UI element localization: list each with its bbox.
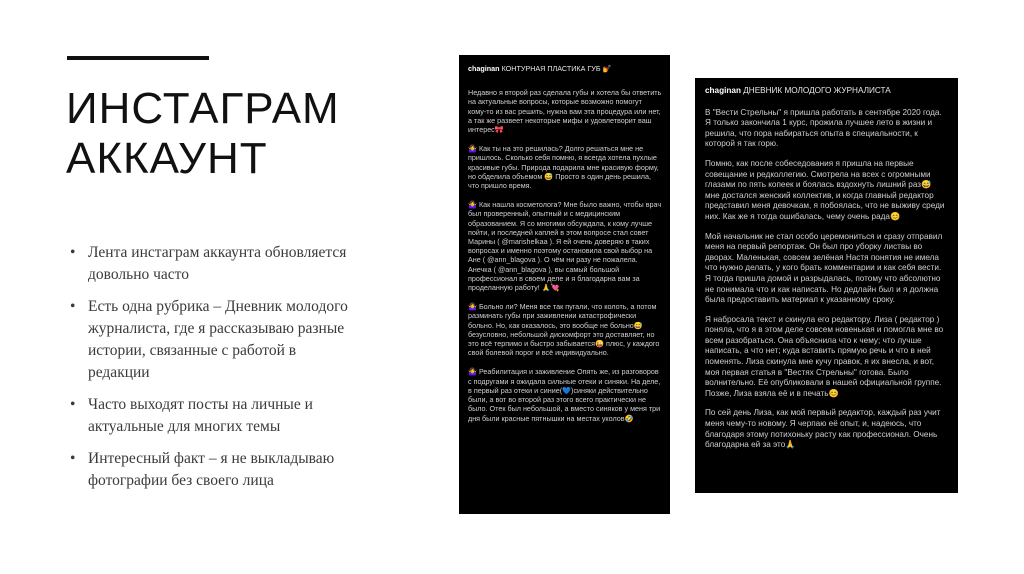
post-paragraph: По сей день Лиза, как мой первый редактор, каждый раз учит меня чему-то новому. Я черпаю её опыт, и, надеюсь, что благодаря этому потихоньку расту как профессионал. Очень благодарна ей за это🙏 <box>705 408 941 450</box>
post-paragraph: Недавно я второй раз сделала губы и хотела бы ответить на актуальные вопросы, которые возможно помогут кому-то из вас решить, нужна вам эта процедура или нет, а так же развеет некоторые мифы и удовлетворит ваш интерес🎀 <box>468 88 662 135</box>
bullet-item: • Интересный факт – я не выкладываю фотографии без своего лица <box>70 448 355 492</box>
post-heading: ДНЕВНИК МОЛОДОГО ЖУРНАЛИСТА <box>743 86 891 95</box>
bullet-list <box>70 242 355 502</box>
post-paragraph: Мой начальник не стал особо церемониться и сразу отправил меня на первый репортаж. Он был про уборку листвы во дворах. Маленькая, совсем зелёная Настя понятия не имела что нужно делать, у кого брать комментарии и как себя вести. Я тогда пришла домой и разрыдалась, потому что абсолютно не понимала что и как написать. Но дедлайн был и я должна была предоставить материал к указанному сроку. <box>705 231 943 305</box>
post-username: chaginan <box>468 64 500 73</box>
slide-title <box>66 84 366 184</box>
instagram-post-screenshot-journalist-diary <box>695 78 958 493</box>
bullet-item: • Лента инстаграм аккаунта обновляется довольно часто <box>70 242 355 286</box>
post-username: chaginan <box>705 86 741 95</box>
instagram-post-screenshot-lips <box>459 55 670 514</box>
slide-title-line-2: АККАУНТ <box>66 134 268 183</box>
post-heading: КОНТУРНАЯ ПЛАСТИКА ГУБ 💅 <box>501 64 612 73</box>
slide-title-line-1: ИНСТАГРАМ <box>66 84 340 133</box>
post-paragraph: В "Вести Стрельны" я пришла работать в сентябре 2020 года. Я только закончила 1 курс, прожила лучшее лето в жизни и решила, что пора набираться опыта в специальности, к которой я так горю. <box>705 107 942 149</box>
post-paragraph: 🤷‍♀️ Как ты на это решилась? Долго решаться мне не пришлось. Сколько себя помню, я всегда хотела пухлые красивые губы. Природа подарила мне красивую форму, но обделила объемом 😅 Просто в один день решила, что пришло время. <box>468 144 659 191</box>
post-header <box>468 64 662 73</box>
post-paragraph: Я набросала текст и скинула его редактору. Лиза ( редактор ) поняла, что я в этом деле совсем новенькая и помогла мне во всем разобраться. Она объяснила что к чему; что лучше написать, а что нет; куда вставить прямую речь и что в ней поменять. Лиза скинула мне кучу правок, я их внесла, и вот, моя первая статья в "Вестях Стрельны" готова. Было волнительно. Её опубликовали в нашей официальной группе. Позже, Лиза взяла её и в печать😊 <box>705 314 944 398</box>
post-paragraph: 🤷‍♀️ Как нашла косметолога? Мне было важно, чтобы врач был проверенный, опытный и с медицинским образованием. Я со многими обсуждала, к кому лучше пойти, и последней каплей в этом вопросе стал совет Марины ( @marishelkaa ). Я ей очень доверяю в таких вопросах и именно поэтому остановила свой выбор на Ане ( @ann_blagova ). О чём ни разу не пожалела. Анечка ( @ann_blagova ), вы самый большой профессионал в своем деле и я благодарна вам за проделанную работу! 🙏💘 <box>468 200 662 293</box>
post-paragraph: 🤷‍♀️ Больно ли? Меня все так пугали, что колоть, а потом разминать губы при заживлении катастрофически больно. Но, как оказалось, это вообще не больно😅 безусловно, небольшой дискомфорт это доставляет, но это всё терпимо и быстро забывается😜 плюс, у каждого свой болевой порог и всё индивидуально. <box>468 302 660 358</box>
bullet-item: • Часто выходят посты на личные и актуальные для многих темы <box>70 394 355 438</box>
post-paragraph: 🤷‍♀️ Реабилитация и заживление Опять же, из разговоров с подругами я ожидала сильные отеки и синяки. На деле, в первый раз отеки и синие(💙)синяки действительно были, а вот во второй раз этого всего практически не было. Отек был небольшой, а вместо синяков у меня три дня были красные пятнышки на местах уколов🤣 <box>468 367 661 423</box>
post-paragraph: Помню, как после собеседования я пришла на первые совещание и редколлегию. Смотрела на всех с огромными глазами по пять копеек и боялась вздохнуть лишний раз😅 мне достался женский коллектив, и когда главный редактор представил меня девочкам, я побоялась, что не выживу среди них. Как же я тогда ошибалась, чему очень рада😊 <box>705 158 945 221</box>
post-header <box>705 86 948 97</box>
title-accent-rule <box>67 56 209 60</box>
bullet-item: • Есть одна рубрика – Дневник молодого журналиста, где я рассказываю разные истории, связанные с работой в редакции <box>70 296 355 384</box>
